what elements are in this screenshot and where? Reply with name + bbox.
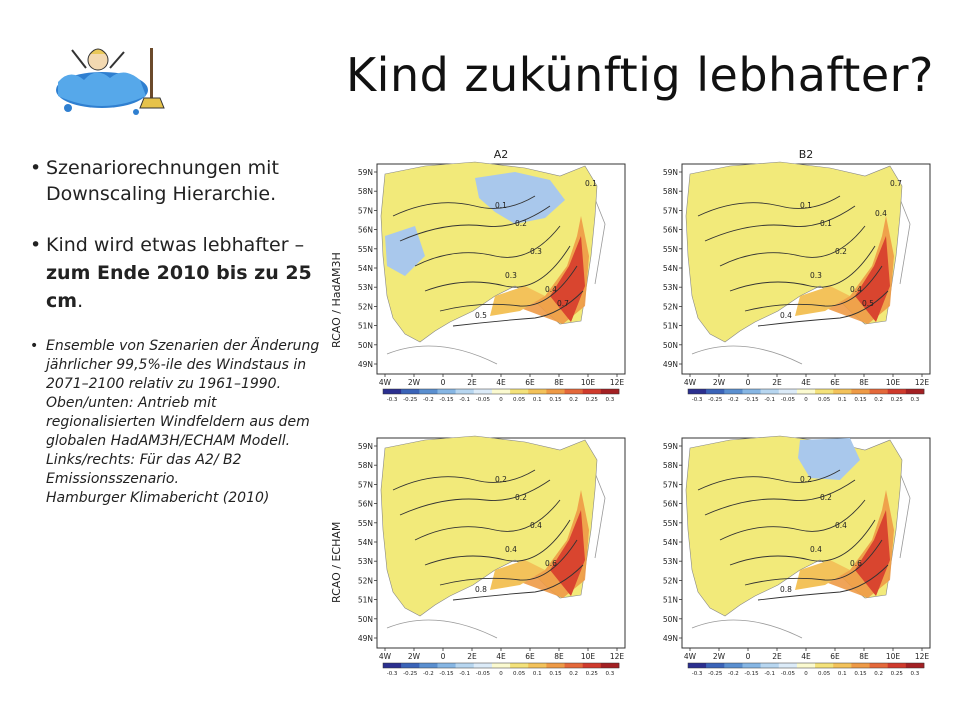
contour-label: 0.1 <box>820 219 832 228</box>
colorbar-label: 0.1 <box>532 671 542 677</box>
colorbar-label: -0.1 <box>459 397 471 403</box>
colorbar-label: 0.2 <box>569 671 578 677</box>
colorbar-label: 0.05 <box>513 397 526 403</box>
colorbar-label: -0.25 <box>708 671 723 677</box>
colorbar-label: 0 <box>499 397 503 403</box>
contour-label: 0.4 <box>780 311 792 320</box>
colorbar-swatch <box>870 389 888 394</box>
lat-tick-label: 50N <box>357 340 373 350</box>
colorbar-swatch <box>474 389 492 394</box>
lat-tick-label: 56N <box>357 225 373 235</box>
lat-tick-label: 53N <box>357 283 373 293</box>
lat-tick-label: 50N <box>357 614 373 624</box>
colorbar-swatch <box>688 389 706 394</box>
panel-title: A2 <box>493 148 509 161</box>
colorbar-label: 0.15 <box>549 671 562 677</box>
colorbar-label: -0.15 <box>744 671 759 677</box>
lon-tick-label: 6E <box>525 378 535 387</box>
contour-label: 0.4 <box>850 285 862 294</box>
colorbar-swatch <box>437 389 455 394</box>
colorbar-swatch <box>888 663 906 668</box>
lon-tick-label: 8E <box>554 652 564 661</box>
contour-label: 0.2 <box>515 219 527 228</box>
lon-tick-label: 2W <box>712 652 726 661</box>
lon-tick-label: 4E <box>496 652 506 661</box>
colorbar-swatch <box>419 663 437 668</box>
colorbar-swatch <box>601 663 619 668</box>
colorbar-swatch <box>851 389 869 394</box>
lon-tick-label: 0 <box>745 652 751 661</box>
contour-label: 0.8 <box>780 585 792 594</box>
contour-label: 0.5 <box>862 299 874 308</box>
lat-tick-label: 54N <box>662 264 678 273</box>
lon-tick-label: 12E <box>609 378 625 387</box>
colorbar-swatch <box>565 389 583 394</box>
colorbar-swatch <box>761 663 779 668</box>
lon-tick-label: 8E <box>859 378 869 387</box>
bullet-lively-text <box>30 231 320 315</box>
colorbar-label: 0.2 <box>874 671 883 677</box>
colorbar-swatch <box>583 389 601 394</box>
lon-tick-label: 12E <box>609 652 625 661</box>
colorbar-swatch <box>528 389 546 394</box>
colorbar-swatch <box>706 663 724 668</box>
colorbar-swatch <box>456 389 474 394</box>
lat-tick-label: 52N <box>662 302 678 312</box>
contour-label: 0.4 <box>835 521 847 530</box>
colorbar-swatch <box>833 389 851 394</box>
lat-tick-label: 52N <box>357 302 373 312</box>
lat-tick-label: 50N <box>662 614 678 624</box>
contour-label: 0.1 <box>800 201 812 210</box>
colorbar-swatch <box>492 389 510 394</box>
lat-tick-label: 53N <box>662 557 678 567</box>
colorbar-swatch <box>779 389 797 394</box>
contour-label: 0.1 <box>495 201 507 210</box>
page-title: Kind zukünftig lebhafter? <box>346 48 934 102</box>
colorbar-label: -0.15 <box>439 397 454 403</box>
map-panel-b2-hadam3h <box>650 146 945 403</box>
colorbar-swatch <box>906 663 924 668</box>
colorbar-label: 0.25 <box>890 671 903 677</box>
lat-tick-label: 59N <box>662 442 678 451</box>
lon-tick-label: 12E <box>914 652 930 661</box>
colorbar-swatch <box>383 663 401 668</box>
lon-tick-label: 2W <box>407 652 421 661</box>
contour-label: 0.2 <box>820 493 832 502</box>
colorbar-label: -0.25 <box>708 397 723 403</box>
map-panel-a2-hadam3h <box>345 146 640 403</box>
colorbar-swatch <box>583 663 601 668</box>
colorbar-label: -0.15 <box>439 671 454 677</box>
contour-label: 0.7 <box>557 299 569 308</box>
lat-tick-label: 54N <box>357 264 373 273</box>
colorbar-swatch <box>742 389 760 394</box>
lat-tick-label: 49N <box>662 634 678 643</box>
colorbar-swatch <box>510 663 528 668</box>
colorbar-label: 0 <box>499 671 503 677</box>
lat-tick-label: 52N <box>662 576 678 586</box>
colorbar-swatch <box>546 663 564 668</box>
lon-tick-label: 2W <box>407 378 421 387</box>
lon-tick-label: 4E <box>801 652 811 661</box>
colorbar-swatch <box>724 389 742 394</box>
lon-tick-label: 10E <box>885 378 901 387</box>
map-panel-b2-echam <box>650 420 945 677</box>
lat-tick-label: 49N <box>357 634 373 643</box>
colorbar-label: 0.3 <box>605 671 615 677</box>
contour-label: 0.5 <box>475 311 487 320</box>
map-svg <box>650 146 945 403</box>
map-panel-a2-echam <box>345 420 640 677</box>
lat-tick-label: 55N <box>357 244 373 254</box>
lon-tick-label: 10E <box>580 378 596 387</box>
lon-tick-label: 10E <box>885 652 901 661</box>
contour-label: 0.6 <box>545 559 557 568</box>
lat-tick-label: 58N <box>662 461 678 471</box>
colorbar-label: -0.05 <box>475 397 490 403</box>
lat-tick-label: 56N <box>357 499 373 509</box>
colorbar-swatch <box>474 663 492 668</box>
colorbar-label: -0.05 <box>475 671 490 677</box>
contour-label: 0.2 <box>495 475 507 484</box>
lon-tick-label: 0 <box>745 378 751 387</box>
colorbar-label: -0.2 <box>728 397 739 403</box>
colorbar-label: -0.1 <box>764 671 776 677</box>
lat-tick-label: 52N <box>357 576 373 586</box>
colorbar-swatch <box>401 389 419 394</box>
lat-tick-label: 56N <box>662 499 678 509</box>
colorbar-swatch <box>815 389 833 394</box>
ensemble-line-1: • Ensemble von Szenarien der Änderung jährlicher 99,5%-ile des Windstaus in 2071–2100 relativ zu 1961–1990. <box>46 338 320 392</box>
contour-label: 0.7 <box>890 179 902 188</box>
colorbar-label: 0 <box>804 671 808 677</box>
lat-tick-label: 56N <box>662 225 678 235</box>
contour-label: 0.6 <box>850 559 862 568</box>
colorbar-label: -0.25 <box>403 671 418 677</box>
contour-label: 0.3 <box>530 247 542 256</box>
lat-tick-label: 55N <box>662 244 678 254</box>
colorbar-label: -0.05 <box>780 671 795 677</box>
colorbar-label: -0.25 <box>403 397 418 403</box>
colorbar-label: 0.1 <box>837 397 847 403</box>
contour-label: 0.4 <box>545 285 557 294</box>
colorbar-label: -0.05 <box>780 397 795 403</box>
lon-tick-label: 4E <box>496 378 506 387</box>
colorbar-swatch <box>401 663 419 668</box>
colorbar-swatch <box>851 663 869 668</box>
colorbar-swatch <box>546 389 564 394</box>
colorbar-label: 0.3 <box>605 397 615 403</box>
contour-label: 0.2 <box>800 475 812 484</box>
colorbar-swatch <box>419 389 437 394</box>
lon-tick-label: 2E <box>467 652 477 661</box>
colorbar-label: 0.3 <box>910 397 920 403</box>
colorbar-label: -0.3 <box>386 397 398 403</box>
lon-tick-label: 6E <box>830 652 840 661</box>
lon-tick-label: 0 <box>440 652 446 661</box>
ensemble-line-4: Hamburger Klimabericht (2010) <box>46 490 270 506</box>
lat-tick-label: 53N <box>357 557 373 567</box>
colorbar-label: 0.05 <box>818 397 831 403</box>
colorbar-swatch <box>888 389 906 394</box>
colorbar-label: 0.2 <box>874 397 883 403</box>
colorbar-swatch <box>761 389 779 394</box>
lat-tick-label: 51N <box>357 321 373 331</box>
lon-tick-label: 10E <box>580 652 596 661</box>
colorbar-swatch <box>565 663 583 668</box>
colorbar-label: -0.2 <box>423 397 434 403</box>
colorbar-label: 0.25 <box>890 397 903 403</box>
lon-tick-label: 4W <box>683 652 697 661</box>
colorbar-swatch <box>724 663 742 668</box>
colorbar-swatch <box>456 663 474 668</box>
colorbar-swatch <box>906 389 924 394</box>
lat-tick-label: 57N <box>662 206 678 216</box>
contour-label: 0.1 <box>585 179 597 188</box>
colorbar-swatch <box>437 663 455 668</box>
bullet-list <box>30 155 320 508</box>
map-svg <box>650 420 945 677</box>
contour-label: 0.4 <box>505 545 517 554</box>
bathtub-child-icon <box>40 38 180 118</box>
colorbar-swatch <box>528 663 546 668</box>
lon-tick-label: 4W <box>378 378 392 387</box>
lat-tick-label: 49N <box>662 360 678 369</box>
lat-tick-label: 49N <box>357 360 373 369</box>
lat-tick-label: 54N <box>662 538 678 547</box>
contour-label: 0.4 <box>530 521 542 530</box>
contour-label: 0.3 <box>810 271 822 280</box>
colorbar-swatch <box>383 389 401 394</box>
colorbar-label: 0.1 <box>532 397 542 403</box>
colorbar-label: 0.05 <box>818 671 831 677</box>
lat-tick-label: 58N <box>357 187 373 197</box>
colorbar-label: -0.15 <box>744 397 759 403</box>
contour-label: 0.2 <box>515 493 527 502</box>
lon-tick-label: 4W <box>378 652 392 661</box>
lat-tick-label: 57N <box>662 480 678 490</box>
lat-tick-label: 50N <box>662 340 678 350</box>
colorbar-label: -0.1 <box>459 671 471 677</box>
colorbar-label: 0.15 <box>854 397 867 403</box>
colorbar-swatch <box>833 663 851 668</box>
colorbar-label: 0.15 <box>854 671 867 677</box>
lon-tick-label: 2E <box>772 652 782 661</box>
colorbar-swatch <box>797 389 815 394</box>
panel-title: B2 <box>798 148 814 161</box>
lon-tick-label: 4E <box>801 378 811 387</box>
bullet-ensemble-text <box>30 337 320 508</box>
lon-tick-label: 2E <box>772 378 782 387</box>
lat-tick-label: 55N <box>662 518 678 528</box>
contour-label: 0.4 <box>875 209 887 218</box>
colorbar-label: -0.3 <box>691 397 703 403</box>
ensemble-line-3: Links/rechts: Für das A2/ B2 Emissionsszenario. <box>46 452 242 487</box>
map-svg <box>345 420 640 677</box>
colorbar-label: -0.2 <box>423 671 434 677</box>
contour-label: 0.8 <box>475 585 487 594</box>
map-svg <box>345 146 640 403</box>
colorbar-label: -0.3 <box>691 671 703 677</box>
colorbar-label: -0.1 <box>764 397 776 403</box>
colorbar-swatch <box>706 389 724 394</box>
contour-label: 0.2 <box>835 247 847 256</box>
lon-tick-label: 0 <box>440 378 446 387</box>
bullet-lively-bold: zum Ende 2010 bis zu 25 cm <box>46 262 312 312</box>
row-label-echam: RCAO / ECHAM <box>330 521 343 603</box>
lat-tick-label: 58N <box>357 461 373 471</box>
lat-tick-label: 59N <box>662 168 678 177</box>
colorbar-swatch <box>510 389 528 394</box>
colorbar-label: 0.3 <box>910 671 920 677</box>
row-label-hadam3h: RCAO / HadAM3H <box>330 252 343 348</box>
bullet-scenario-text: • Szenariorechnungen mit Downscaling Hierarchie. <box>30 155 320 207</box>
colorbar-swatch <box>742 663 760 668</box>
colorbar-label: 0 <box>804 397 808 403</box>
contour-label: 0.3 <box>505 271 517 280</box>
bullet-lively-pre: Kind wird etwas lebhafter – <box>46 234 305 256</box>
colorbar-swatch <box>492 663 510 668</box>
lat-tick-label: 53N <box>662 283 678 293</box>
colorbar-swatch <box>815 663 833 668</box>
bullet-lively-post: . <box>77 290 84 312</box>
lon-tick-label: 12E <box>914 378 930 387</box>
lat-tick-label: 59N <box>357 442 373 451</box>
contour-label: 0.4 <box>810 545 822 554</box>
colorbar-swatch <box>797 663 815 668</box>
lat-tick-label: 51N <box>662 321 678 331</box>
colorbar-label: 0.05 <box>513 671 526 677</box>
lon-tick-label: 4W <box>683 378 697 387</box>
lat-tick-label: 57N <box>357 206 373 216</box>
colorbar-label: 0.25 <box>585 671 598 677</box>
colorbar-label: 0.1 <box>837 671 847 677</box>
lat-tick-label: 59N <box>357 168 373 177</box>
ensemble-line-2: Oben/unten: Antrieb mit regionalisierten Windfeldern aus dem globalen HadAM3H/ECHAM Modell. <box>46 395 310 449</box>
lat-tick-label: 57N <box>357 480 373 490</box>
colorbar-swatch <box>779 663 797 668</box>
colorbar-swatch <box>688 663 706 668</box>
lon-tick-label: 2W <box>712 378 726 387</box>
lon-tick-label: 2E <box>467 378 477 387</box>
lat-tick-label: 55N <box>357 518 373 528</box>
lon-tick-label: 8E <box>554 378 564 387</box>
lon-tick-label: 6E <box>830 378 840 387</box>
lat-tick-label: 58N <box>662 187 678 197</box>
lat-tick-label: 51N <box>357 595 373 605</box>
colorbar-label: -0.3 <box>386 671 398 677</box>
lat-tick-label: 51N <box>662 595 678 605</box>
lon-tick-label: 6E <box>525 652 535 661</box>
colorbar-swatch <box>870 663 888 668</box>
colorbar-label: -0.2 <box>728 671 739 677</box>
lat-tick-label: 54N <box>357 538 373 547</box>
lon-tick-label: 8E <box>859 652 869 661</box>
colorbar-swatch <box>601 389 619 394</box>
colorbar-label: 0.2 <box>569 397 578 403</box>
colorbar-label: 0.15 <box>549 397 562 403</box>
colorbar-label: 0.25 <box>585 397 598 403</box>
